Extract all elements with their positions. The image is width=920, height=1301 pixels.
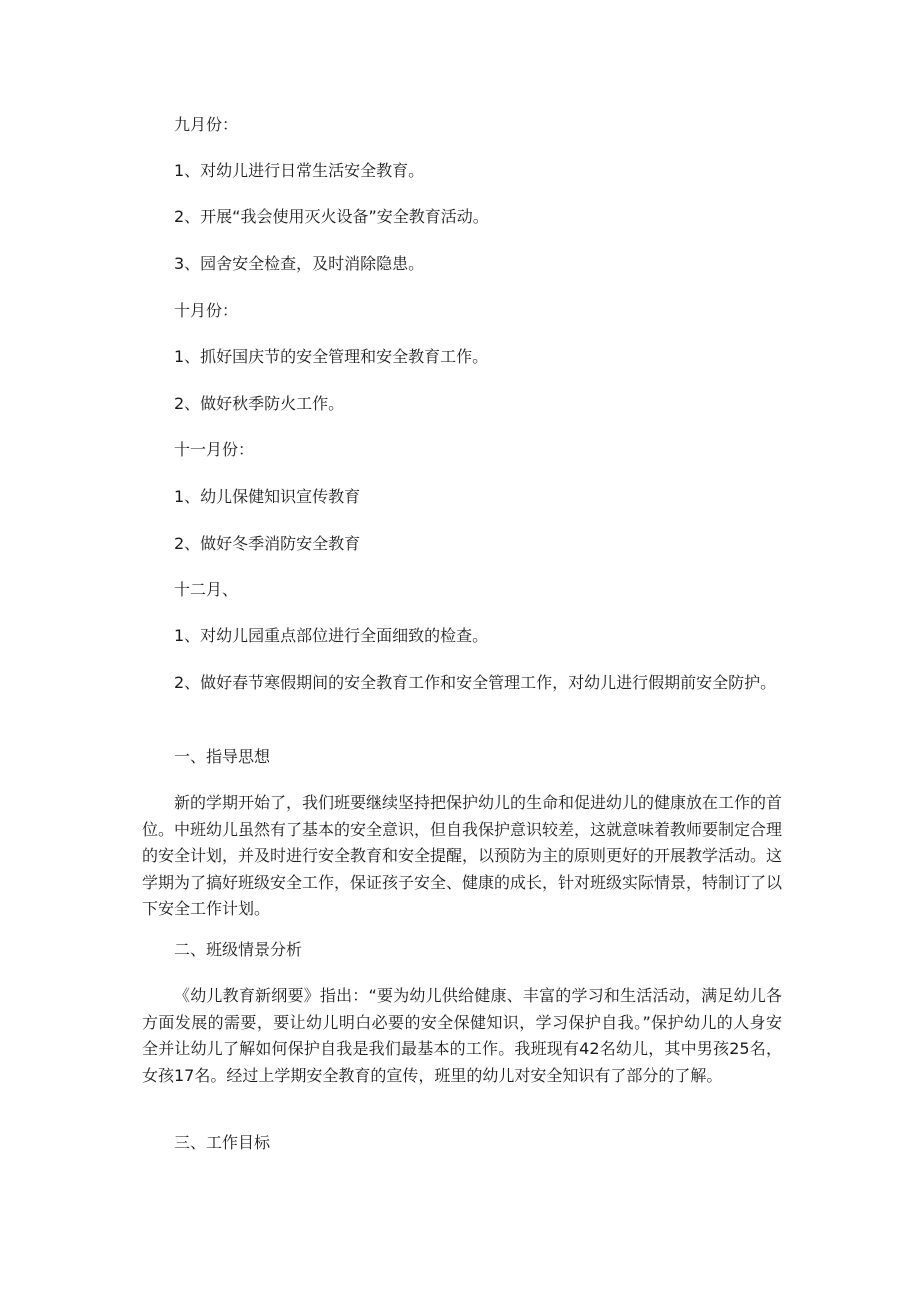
- list-item: 1、对幼儿进行日常生活安全教育。: [174, 161, 425, 180]
- list-item: 2、开展“我会使用灭火设备”安全教育活动。: [174, 207, 489, 226]
- section-heading-goals: 三、工作目标: [174, 1133, 271, 1152]
- list-item: 1、幼儿保健知识宣传教育: [174, 487, 361, 506]
- month-heading-november: 十一月份：: [174, 440, 255, 459]
- section-heading-guiding: 一、指导思想: [174, 747, 271, 766]
- list-item: 1、对幼儿园重点部位进行全面细致的检查。: [174, 626, 489, 645]
- list-item: 1、抓好国庆节的安全管理和安全教育工作。: [174, 347, 489, 366]
- section-heading-analysis: 二、班级情景分析: [174, 940, 303, 959]
- list-item: 2、做好冬季消防安全教育: [174, 534, 361, 553]
- month-heading-october: 十月份：: [174, 301, 239, 320]
- list-item: 2、做好秋季防火工作。: [174, 394, 345, 413]
- month-heading-september: 九月份：: [174, 115, 239, 134]
- month-heading-december: 十二月、: [174, 580, 239, 599]
- list-item-paragraph: 2、做好春节寒假期间的安全教育工作和安全管理工作，对幼儿进行假期前安全防护。: [174, 673, 777, 692]
- list-item: 3、园舍安全检查，及时消除隐患。: [174, 254, 425, 273]
- analysis-paragraph: 《幼儿教育新纲要》指出：“要为幼儿供给健康、丰富的学习和生活活动，满足幼儿各方面发展的需要，要让幼儿明白必要的安全保健知识，学习保护自我。”保护幼儿的人身安全并让幼儿了解如何保护自我是我们最基本的工作。我班现有42名幼儿，其中男孩25名，女孩17名。经过上学期安全教育的宣传，班里的幼儿对安全知识有了部分的了解。: [142, 986, 782, 1085]
- guiding-paragraph: 新的学期开始了，我们班要继续坚持把保护幼儿的生命和促进幼儿的健康放在工作的首位。中班幼儿虽然有了基本的安全意识，但自我保护意识较差，这就意味着教师要制定合理的安全计划，并及时进行安全教育和安全提醒，以预防为主的原则更好的开展教学活动。这学期为了搞好班级安全工作，保证孩子安全、健康的成长，针对班级实际情景，特制订了以下安全工作计划。: [142, 793, 783, 918]
